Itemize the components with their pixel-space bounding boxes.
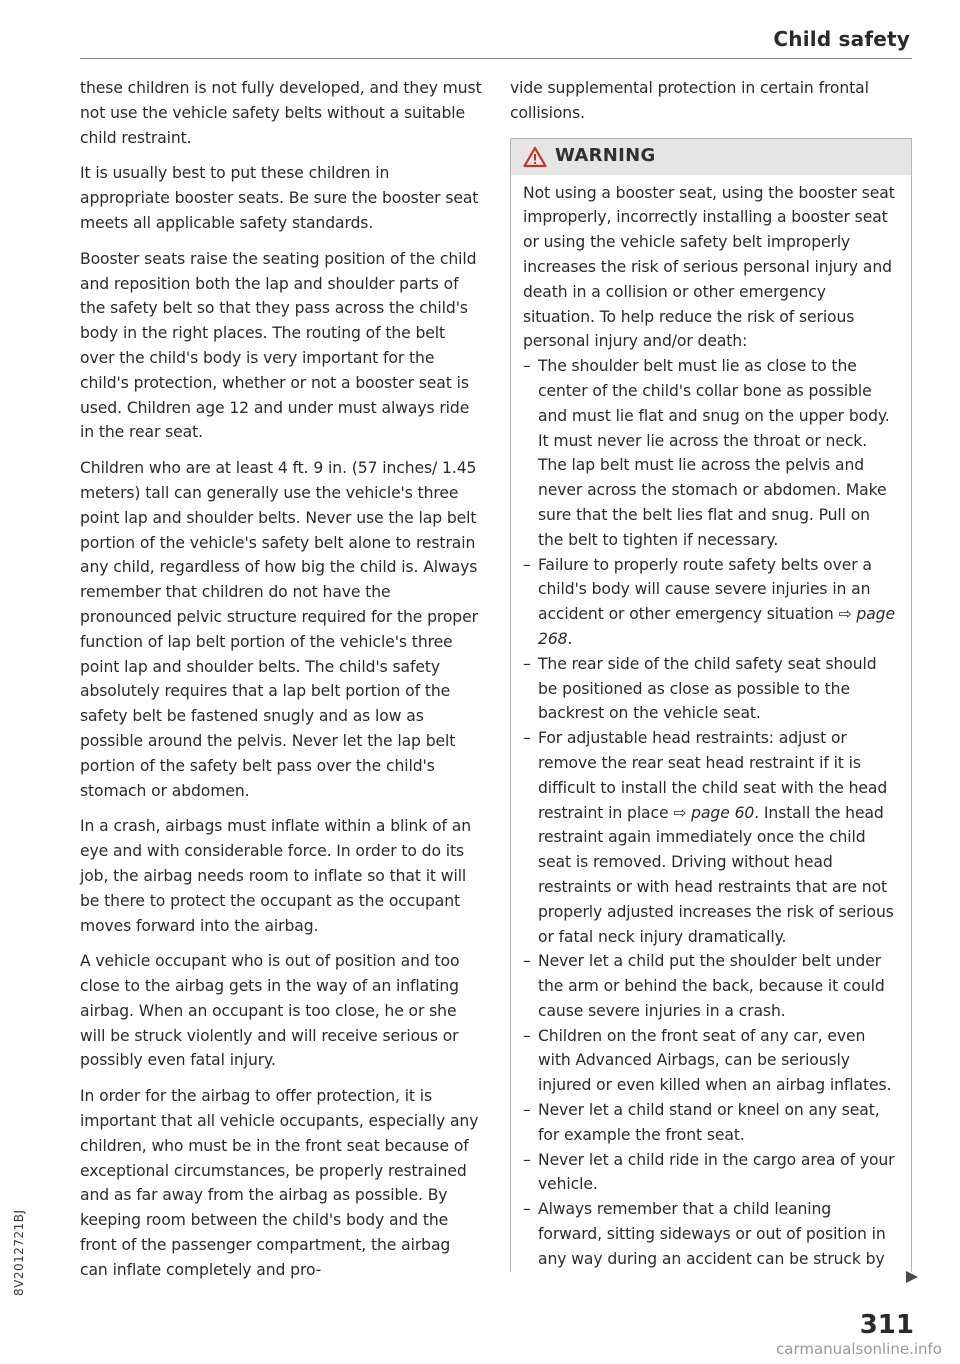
list-item: – Never let a child ride in the cargo area of your vehicle. [523,1148,899,1198]
paragraph: these children is not fully developed, and they must not use the vehicle safety belts without a suitable child restraint. [80,79,482,147]
paragraph: A vehicle occupant who is out of position and too close to the airbag gets in the way of an inflating airbag. When an occupant is too close, he or she will be struck violently and will receive serious or possibly even fatal injury. [80,952,460,1070]
page-number: 311 [859,1310,914,1340]
warning-list [523,354,899,1271]
paragraph: Booster seats raise the seating position of the child and reposition both the lap and shoulder parts of the safety belt so that they pass across the child's body in the right places. The routing of the belt over the child's body is very important for the child's protection, whether or not a booster seat is used. Children age 12 and under must always ride in the rear seat. [80,249,477,442]
left-column [80,76,482,1294]
list-item: – Always remember that a child leaning forward, sitting sideways or out of position in any way during an accident can be struck by [523,1197,899,1271]
section-title: Child safety [773,27,910,51]
continuation-paragraph: vide supplemental protection in certain frontal collisions. [510,79,869,122]
continue-arrow-icon [904,1269,920,1283]
paragraph: It is usually best to put these children in appropriate booster seats. Be sure the booster seat meets all applicable safety standards. [80,164,479,232]
list-item: – Never let a child stand or kneel on any seat, for example the front seat. [523,1098,899,1148]
paragraph: In order for the airbag to offer protection, it is important that all vehicle occupants, especially any children, who must be in the front seat because of exceptional circumstances, be properly restrained and as far away from the airbag as possible. By keeping room between the child's body and the front of the passenger compartment, the airbag can inflate completely and pro- [80,1087,479,1279]
list-item: – Failure to properly route safety belts over a child's body will cause severe injuries in an accident or other emergency situation ⇨ page 268. [523,553,899,652]
warning-intro: Not using a booster seat, using the booster seat improperly, incorrectly installing a booster seat or using the vehicle safety belt improperly increases the risk of serious personal injury and death in a collision or other emergency situation. To help reduce the risk of serious personal injury and/or death: [523,183,895,351]
warning-box [510,138,912,1272]
paragraph: In a crash, airbags must inflate within a blink of an eye and with considerable force. In order to do its job, the airbag needs room to inflate so that it will be there to protect the occupant as the occupant moves forward into the airbag. [80,817,472,935]
warning-header [511,139,911,175]
list-item: – Children on the front seat of any car, even with Advanced Airbags, can be seriously injured or even killed when an airbag inflates. [523,1024,899,1098]
list-item: – The rear side of the child safety seat should be positioned as close as possible to the backrest on the vehicle seat. [523,652,899,726]
warning-body [511,175,911,1272]
paragraph: Children who are at least 4 ft. 9 in. (57 inches/ 1.45 meters) tall can generally use the vehicle's three point lap and shoulder belts. Never use the lap belt portion of the vehicle's safety belt alone to restrain any child, regardless of how big the child is. Always remember that children do not have the pronounced pelvic structure required for the proper function of lap belt portion of the vehicle's three point lap and shoulder belts. The child's safety absolutely requires that a lap belt portion of the safety belt be fastened snugly and as low as possible around the pelvis. Never let the lap belt portion of the safety belt pass over the child's stomach or abdomen. [80,459,478,800]
list-item: – Never let a child put the shoulder belt under the arm or behind the back, because it could cause severe injuries in a crash. [523,949,899,1023]
list-item: – For adjustable head restraints: adjust or remove the rear seat head restraint if it is difficult to install the child seat with the head restraint in place ⇨ page 60. Install the head restraint again immediately once the child seat is removed. Driving without head restraints or with head restraints that are not properly adjusted increases the risk of serious or fatal neck injury dramatically. [523,726,899,949]
page-reference-link[interactable]: ⇨ page 268 [538,605,895,648]
page-reference-link[interactable]: ⇨ page 60 [673,803,755,822]
watermark: carmanualsonline.info [776,1340,942,1358]
right-column [510,76,912,1272]
warning-title: WARNING [555,145,656,167]
warning-triangle-icon [523,146,547,168]
document-code: 8V2012721BJ [12,1209,26,1296]
list-item: – The shoulder belt must lie as close to the center of the child's collar bone as possible and must lie flat and snug on the upper body. It must never lie across the throat or neck. The lap belt must lie across the pelvis and never across the stomach or abdomen. Make sure that the belt lies flat and snug. Pull on the belt to tighten if necessary. [523,354,899,552]
header-rule [80,58,912,59]
